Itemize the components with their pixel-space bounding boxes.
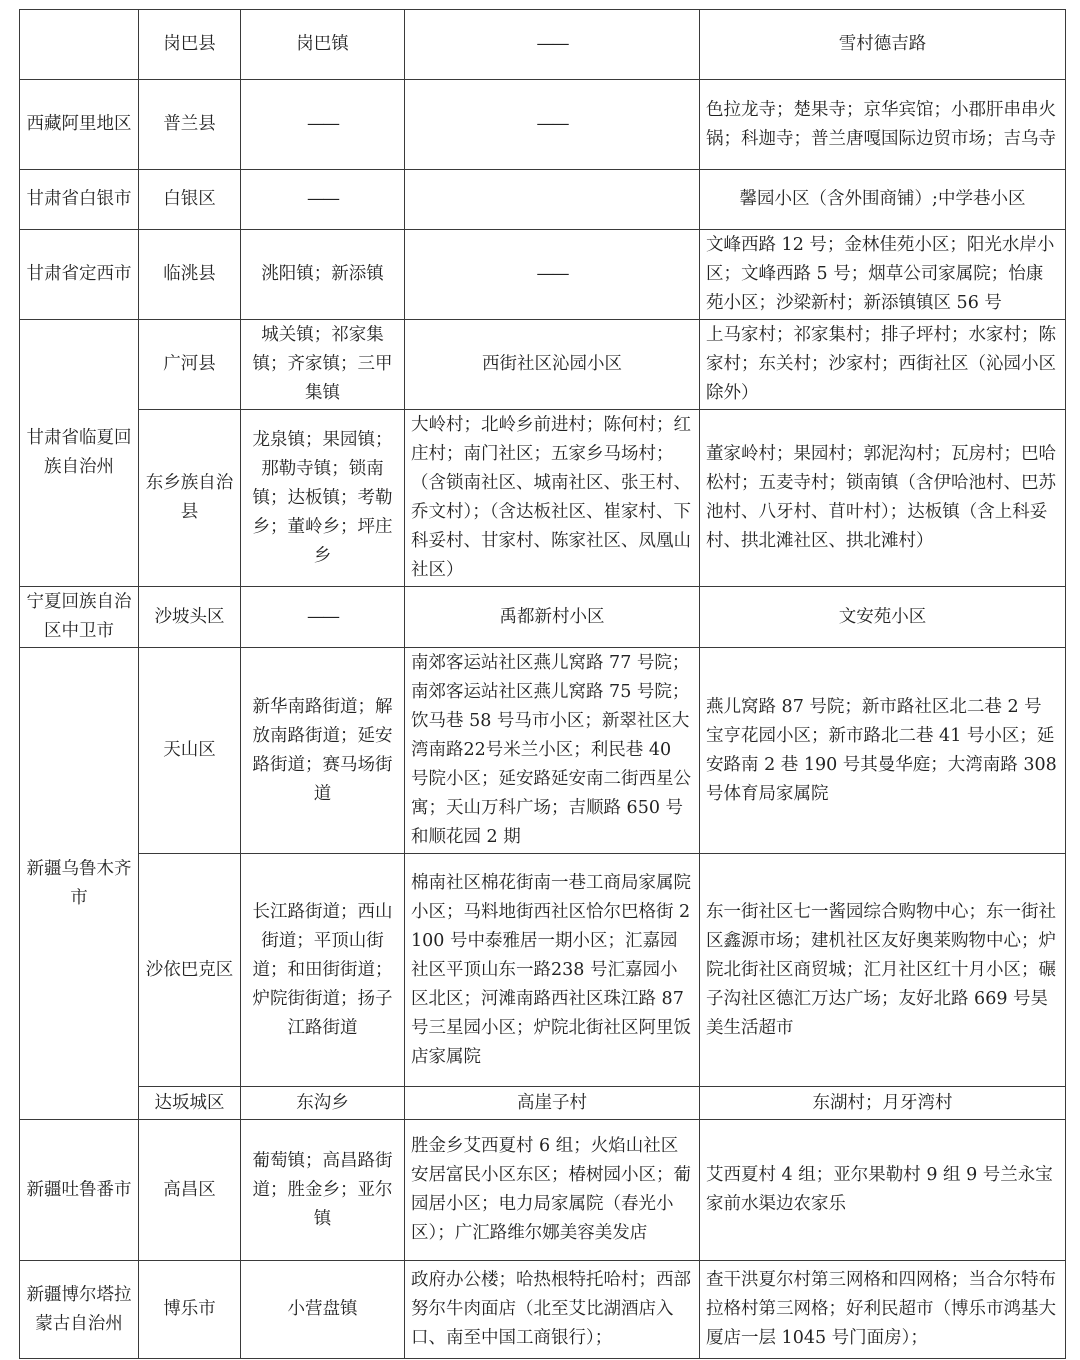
mid-risk-cell: 燕儿窝路 87 号院；新市路社区北二巷 2 号宝亨花园小区；新市路北二巷 41 号小区；延安路南 2 巷 190 号其曼华庭；大湾南路 308 号体育局家属院 <box>700 648 1066 854</box>
region-cell: 新疆吐鲁番市 <box>20 1120 139 1261</box>
town-cell: 新华南路街道；解放南路街道；延安路街道；赛马场街道 <box>241 648 405 854</box>
region-cell: 宁夏回族自治区中卫市 <box>20 587 139 648</box>
table-row <box>20 80 1066 170</box>
county-cell: 博乐市 <box>139 1261 241 1359</box>
county-cell: 沙依巴克区 <box>139 854 241 1087</box>
high-risk-cell: 禹都新村小区 <box>405 587 700 648</box>
high-risk-cell: 大岭村；北岭乡前进村；陈何村；红庄村；南门社区；五家乡马场村；（含锁南社区、城南社区、张王村、乔文村）；（含达板社区、崔家村、下科妥村、甘家村、陈家社区、凤凰山社区） <box>405 410 700 587</box>
high-risk-cell <box>405 170 700 230</box>
region-cell: 西藏阿里地区 <box>20 80 139 170</box>
town-cell: 葡萄镇；高昌路街道；胜金乡；亚尔镇 <box>241 1120 405 1261</box>
county-cell: 广河县 <box>139 320 241 410</box>
mid-risk-cell: 艾西夏村 4 组；亚尔果勒村 9 组 9 号兰永宝家前水渠边农家乐 <box>700 1120 1066 1261</box>
county-cell: 高昌区 <box>139 1120 241 1261</box>
mid-risk-cell: 东一街社区七一酱园综合购物中心；东一街社区鑫源市场；建机社区友好奥莱购物中心；炉院北街社区商贸城；汇月社区红十月小区；碾子沟社区德汇万达广场；友好北路 669 号昊美生活超市 <box>700 854 1066 1087</box>
high-risk-cell: 南郊客运站社区燕儿窝路 77 号院；南郊客运站社区燕儿窝路 75 号院；饮马巷 58 号马市小区；新翠社区大湾南路22号米兰小区；利民巷 40 号院小区；延安路延安南二街西星公寓；天山万科广场；吉顺路 650 号和顺花园 2 期 <box>405 648 700 854</box>
region-cell: 甘肃省定西市 <box>20 230 139 320</box>
high-risk-cell: 高崖子村 <box>405 1087 700 1120</box>
town-cell: 洮阳镇；新添镇 <box>241 230 405 320</box>
town-cell: 岗巴镇 <box>241 10 405 80</box>
table-row <box>20 1120 1066 1261</box>
town-cell: —— <box>241 80 405 170</box>
town-cell: 龙泉镇；果园镇；那勒寺镇；锁南镇；达板镇；考勒乡；董岭乡；坪庄乡 <box>241 410 405 587</box>
table-row <box>20 587 1066 648</box>
region-cell: 甘肃省临夏回族自治州 <box>20 320 139 587</box>
table-row <box>20 854 1066 1087</box>
table-row <box>20 648 1066 854</box>
risk-area-table <box>19 9 1066 1359</box>
high-risk-cell: 棉南社区棉花街南一巷工商局家属院小区；马料地街西社区恰尔巴格街 2100 号中泰雅居一期小区；汇嘉园社区平顶山东一路238 号汇嘉园小区北区；河滩南路西社区珠江路 87 号三星园小区；炉院北街社区阿里饭店家属院 <box>405 854 700 1087</box>
mid-risk-cell: 查干洪夏尔村第三网格和四网格；当合尔特布拉格村第三网格；好利民超市（博乐市鸿基大厦店一层 1045 号门面房）； <box>700 1261 1066 1359</box>
region-cell <box>20 10 139 80</box>
town-cell: 城关镇；祁家集镇；齐家镇；三甲集镇 <box>241 320 405 410</box>
table-row <box>20 320 1066 410</box>
region-cell: 甘肃省白银市 <box>20 170 139 230</box>
high-risk-cell: 胜金乡艾西夏村 6 组；火焰山社区安居富民小区东区；椿树园小区；葡园居小区；电力局家属院（春光小区）；广汇路维尔娜美容美发店 <box>405 1120 700 1261</box>
town-cell: —— <box>241 170 405 230</box>
county-cell: 达坂城区 <box>139 1087 241 1120</box>
high-risk-cell: 政府办公楼；哈热根特托哈村；西部努尔牛肉面店（北至艾比湖酒店入口、南至中国工商银行）； <box>405 1261 700 1359</box>
county-cell: 临洮县 <box>139 230 241 320</box>
mid-risk-cell: 馨园小区（含外围商铺）;中学巷小区 <box>700 170 1066 230</box>
mid-risk-cell: 文安苑小区 <box>700 587 1066 648</box>
mid-risk-cell: 文峰西路 12 号；金林佳苑小区；阳光水岸小区；文峰西路 5 号；烟草公司家属院；怡康苑小区；沙梁新村；新添镇镇区 56 号 <box>700 230 1066 320</box>
table-row <box>20 1261 1066 1359</box>
town-cell: 东沟乡 <box>241 1087 405 1120</box>
mid-risk-cell: 色拉龙寺；楚果寺；京华宾馆；小郡肝串串火锅；科迦寺；普兰唐嘎国际边贸市场；吉乌寺 <box>700 80 1066 170</box>
county-cell: 东乡族自治县 <box>139 410 241 587</box>
county-cell: 沙坡头区 <box>139 587 241 648</box>
mid-risk-cell: 董家岭村；果园村；郭泥沟村；瓦房村；巴哈松村；五麦寺村；锁南镇（含伊哈池村、巴苏池村、八牙村、苜叶村）；达板镇（含上科妥村、拱北滩社区、拱北滩村） <box>700 410 1066 587</box>
town-cell: 小营盘镇 <box>241 1261 405 1359</box>
table-row <box>20 230 1066 320</box>
town-cell: —— <box>241 587 405 648</box>
region-cell: 新疆博尔塔拉蒙古自治州 <box>20 1261 139 1359</box>
table-row <box>20 410 1066 587</box>
county-cell: 岗巴县 <box>139 10 241 80</box>
mid-risk-cell: 东湖村；月牙湾村 <box>700 1087 1066 1120</box>
table-row <box>20 170 1066 230</box>
county-cell: 普兰县 <box>139 80 241 170</box>
high-risk-cell: 西街社区沁园小区 <box>405 320 700 410</box>
table-row <box>20 1087 1066 1120</box>
town-cell: 长江路街道；西山街道；平顶山街道；和田街街道；炉院街街道；扬子江路街道 <box>241 854 405 1087</box>
high-risk-cell: —— <box>405 80 700 170</box>
table-row <box>20 10 1066 80</box>
high-risk-cell: —— <box>405 230 700 320</box>
mid-risk-cell: 雪村德吉路 <box>700 10 1066 80</box>
county-cell: 天山区 <box>139 648 241 854</box>
region-cell: 新疆乌鲁木齐市 <box>20 648 139 1120</box>
county-cell: 白银区 <box>139 170 241 230</box>
mid-risk-cell: 上马家村；祁家集村；排子坪村；水家村；陈家村；东关村；沙家村；西街社区（沁园小区除外） <box>700 320 1066 410</box>
high-risk-cell: —— <box>405 10 700 80</box>
